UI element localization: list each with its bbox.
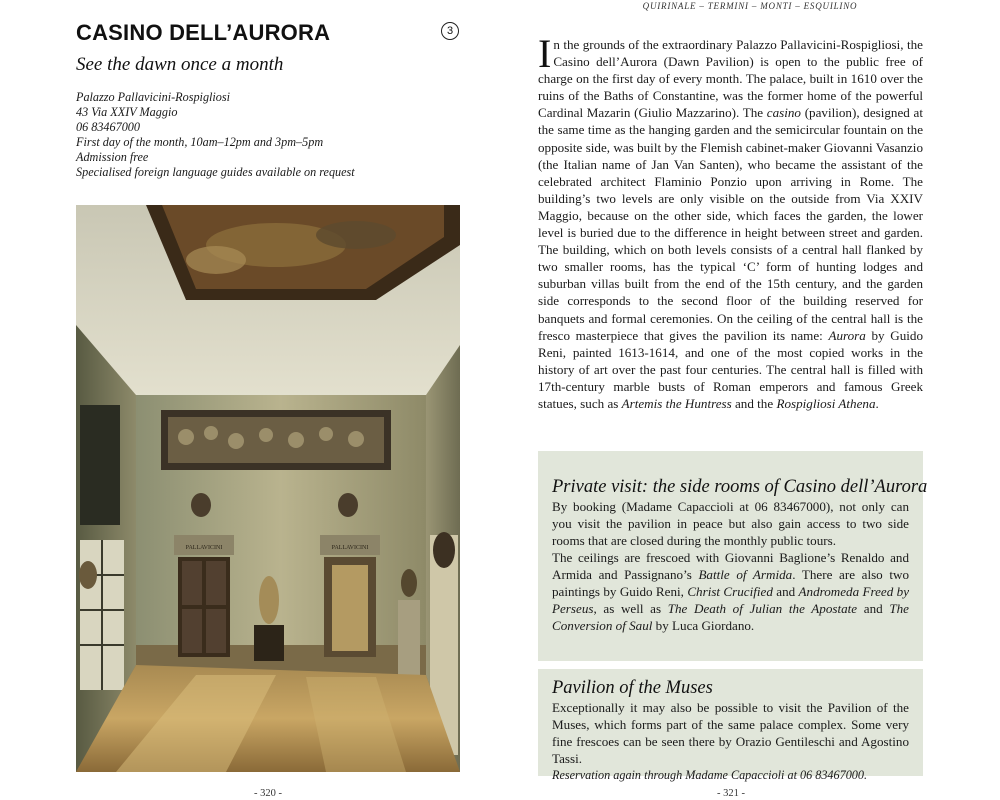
window-upper bbox=[80, 405, 120, 525]
bust-right-wall bbox=[433, 532, 455, 568]
drop-cap: I bbox=[538, 31, 552, 76]
muses-paragraph: Exceptionally it may also be possible to visit the Pavilion of the Muses, which forms part of the same palace complex. Some very fine frescoes can be seen there by Orazio Gentileschi and Agostino Tassi. bbox=[552, 700, 909, 766]
practical-info bbox=[76, 90, 476, 180]
info-street: 43 Via XXIV Maggio bbox=[76, 105, 178, 119]
statue-pedestal bbox=[254, 625, 284, 661]
interior-photo bbox=[76, 205, 460, 772]
info-hours: First day of the month, 10am–12pm and 3pm–5pm bbox=[76, 135, 324, 149]
main-article-text: In the grounds of the extraordinary Palazzo Pallavicini-Rospigliosi, the Casino dell’Aurora (Dawn Pavilion) is open to the public free of charge on the first day of every month. The palace, built in 1610 over the ruins of the Baths of Constantine, was the former home of the powerful Cardinal Mazarin (Giulio Mazzarino). The casino (pavilion), designed at the same time as the hanging garden and the semicircular fountain on the opposite side, was built by the Flemish cabinet-maker Giovanni Vasanzio (the Italian name of Jan Van Santen), who became the assistant of the celebrated architect Flaminio Ponzio upon arriving in Rome. The building’s two levels are only visible on the outside from Via XXIV Maggio, because on the other side, which faces the garden, the lower level is buried due to the difference in height between street and garden. The building, which on both levels consists of a central hall flanked by two smaller rooms, has the typical ‘C’ form of hunting lodges and suburban villas built from the end of the 15th century, and the garden side corresponds to the second floor of the building reserved for banquets and formal ceremonies. On the ceiling of the central hall is the fresco masterpiece that gives the pavilion its name: Aurora by Guido Reni, painted 1613-1614, and one of the most copied works in the history of art over the past four centuries. The central hall is filled with 17th-century marble busts of Roman emperors and famous Greek statues, such as Artemis the Huntress and the Rospigliosi Athena. bbox=[538, 31, 924, 411]
private-visit-box bbox=[538, 451, 928, 661]
page-number-left: - 320 - bbox=[254, 788, 282, 799]
private-visit-paragraph-1: By booking (Madame Capaccioli at 06 83467000), not only can you visit the pavilion in peace but also gain access to two side rooms that are closed during the monthly public tours. bbox=[552, 499, 909, 548]
bust-left bbox=[191, 493, 211, 517]
muses-box bbox=[538, 669, 923, 782]
statue bbox=[259, 576, 279, 624]
info-phone: 06 83467000 bbox=[76, 120, 140, 134]
info-address-name: Palazzo Pallavicini-Rospigliosi bbox=[76, 90, 231, 104]
muses-heading: Pavilion of the Muses bbox=[552, 678, 713, 698]
private-visit-paragraph-2: The ceilings are frescoed with Giovanni Baglione’s Renaldo and Armida and Passignano’s Battle of Armida. There are also two paintings by Guido Reni, Christ Crucified and Andromeda Freed by Perseus, as well as The Death of Julian the Apostate and The Conversion of Saul by Luca Giordano. bbox=[552, 550, 910, 633]
page-subtitle: See the dawn once a month bbox=[76, 54, 284, 75]
muses-reservation-note: Reservation again through Madame Capaccioli at 06 83467000. bbox=[552, 768, 868, 782]
private-visit-heading: Private visit: the side rooms of Casino dell’Aurora bbox=[552, 477, 928, 497]
info-guides: Specialised foreign language guides available on request bbox=[76, 165, 355, 179]
info-admission: Admission free bbox=[76, 150, 149, 164]
door-label-right: PALLAVICINI bbox=[331, 545, 369, 551]
entry-number-badge: 3 bbox=[441, 22, 459, 40]
page-title: CASINO DELL’AURORA bbox=[76, 20, 331, 45]
right-page bbox=[500, 0, 1000, 800]
running-head: QUIRINALE – TERMINI – MONTI – ESQUILINO bbox=[642, 1, 858, 11]
page-number-right: - 321 - bbox=[717, 788, 745, 799]
door-label-left: PALLAVICINI bbox=[185, 545, 223, 551]
bust-window bbox=[79, 561, 97, 589]
bust-right bbox=[338, 493, 358, 517]
